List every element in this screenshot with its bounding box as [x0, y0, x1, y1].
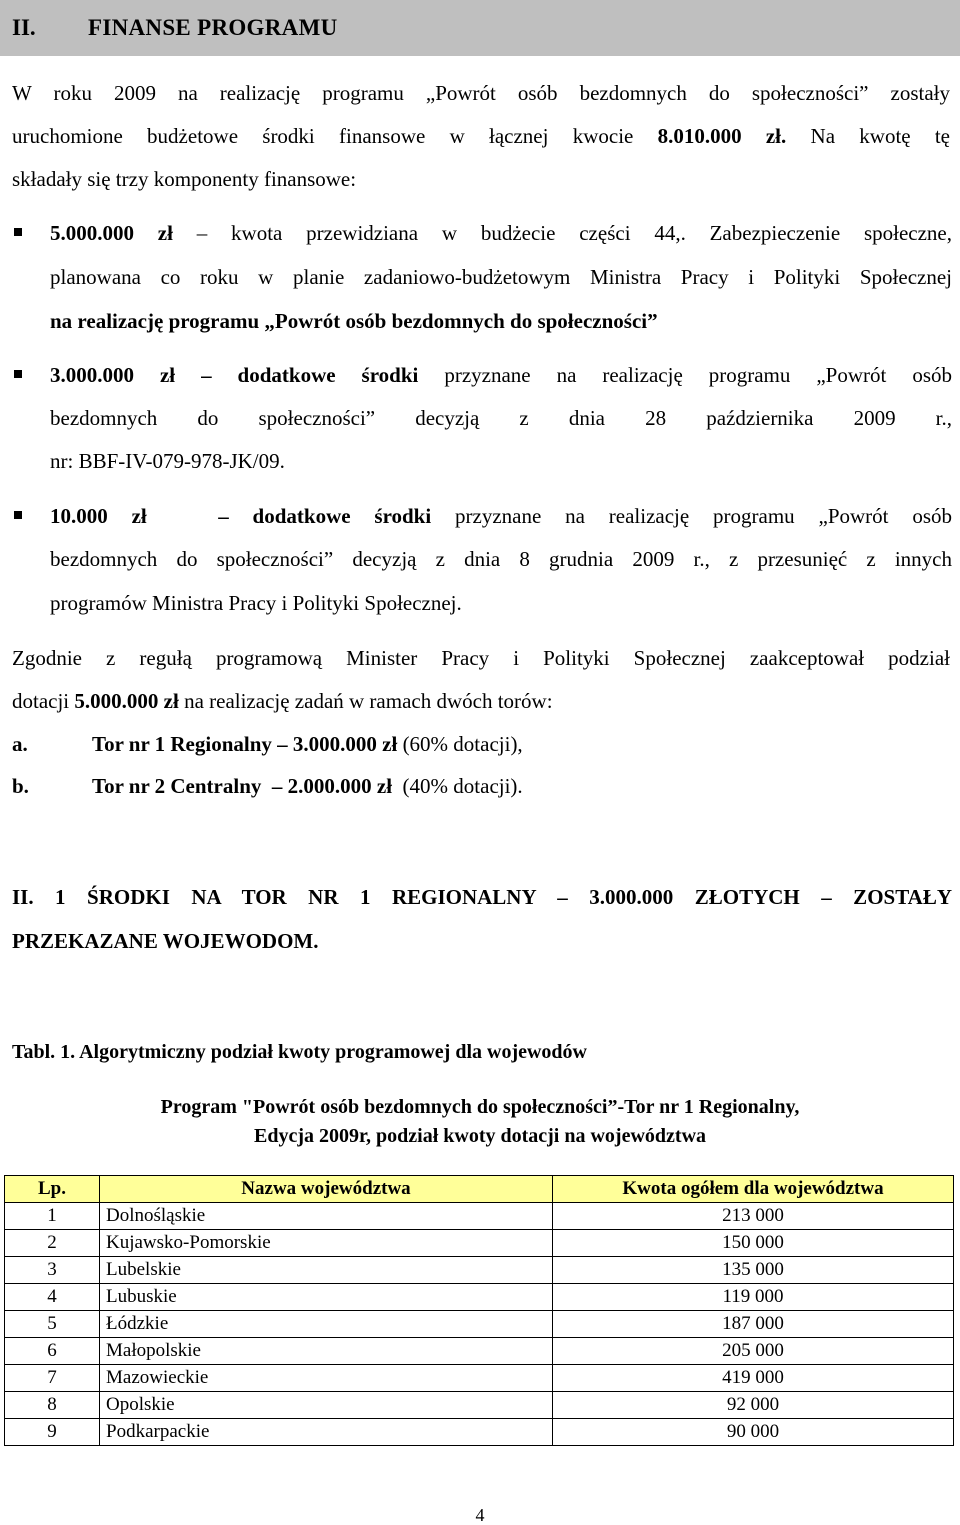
row-name-cell: Kujawsko-Pomorskie: [100, 1230, 553, 1257]
bullet-3-line-3: programów Ministra Pracy i Polityki Społecznej.: [50, 591, 462, 615]
bullet-1-line-2: [50, 264, 952, 290]
table-row: [5, 1257, 954, 1284]
subsection-heading-text: II. 1 ŚRODKI NA TOR NR 1 REGIONALNY – 3.000.000 ZŁOTYCH – ZOSTAŁY: [12, 885, 952, 909]
bullet-1-line-3: [50, 308, 658, 334]
bullet-2-line-2: [50, 405, 952, 431]
table-row: [5, 1203, 954, 1230]
table-row: [5, 1311, 954, 1338]
track-label: Tor nr 2 Centralny – 2.000.000 zł: [92, 774, 393, 798]
row-name-cell: Łódzkie: [100, 1311, 553, 1338]
bullet-text: planowana co roku w planie zadaniowo-budżetowym Ministra Pracy i Polityki Społecznej: [50, 265, 952, 289]
row-lp-cell: 6: [5, 1338, 100, 1365]
bullet-text: przyznane na realizację programu „Powrót osób: [418, 363, 952, 387]
table-title-line-2: Edycja 2009r, podział kwoty dotacji na województwa: [253, 1125, 707, 1147]
bullet-1-line-1: [50, 220, 952, 246]
row-name-cell: Lubuskie: [100, 1284, 553, 1311]
rule-text: Zgodnie z regułą programową Minister Pracy i Polityki Społecznej zaakceptował podział: [12, 646, 950, 670]
page-number: 4: [475, 1505, 485, 1525]
row-lp-cell: 4: [5, 1284, 100, 1311]
row-amount-cell: 187 000: [553, 1311, 954, 1338]
bullet-amount: 5.000.000 zł: [50, 221, 173, 245]
rule-text: na realizację zadań w ramach dwóch torów:: [178, 689, 553, 713]
row-name-cell: Podkarpackie: [100, 1419, 553, 1446]
subsection-heading-line-2: PRZEKAZANE WOJEWODOM.: [12, 929, 319, 953]
row-amount-cell: 135 000: [553, 1257, 954, 1284]
bullet-amount: 10.000 zł – dodatkowe środki: [50, 504, 432, 528]
bullet-text: bezdomnych do społeczności” decyzją z dnia 28 października 2009 r.,: [50, 406, 952, 430]
row-amount-cell: 150 000: [553, 1230, 954, 1257]
intro-text: Na kwotę tę: [786, 124, 951, 148]
track-label: Tor nr 1 Regionalny – 3.000.000 zł: [92, 732, 398, 756]
bullet-text-bold: na realizację programu „Powrót osób bezdomnych do społeczności”: [50, 309, 658, 333]
row-name-cell: Lubelskie: [100, 1257, 553, 1284]
rule-amount: 5.000.000 zł: [74, 689, 179, 713]
intro-line-2: [12, 123, 950, 149]
row-amount-cell: 205 000: [553, 1338, 954, 1365]
section-heading: [0, 0, 960, 56]
table-row: [5, 1392, 954, 1419]
subsection-heading-line-1: [12, 884, 952, 910]
row-name-cell: Dolnośląskie: [100, 1203, 553, 1230]
square-bullet-icon: [14, 228, 22, 236]
bullet-3-line-1: [50, 503, 952, 529]
table-body: [5, 1203, 954, 1446]
intro-text: uruchomione budżetowe środki finansowe w łącznej kwocie: [12, 124, 658, 148]
row-lp-cell: 2: [5, 1230, 100, 1257]
row-amount-cell: 119 000: [553, 1284, 954, 1311]
row-lp-cell: 9: [5, 1419, 100, 1446]
track-item-a: [12, 731, 523, 757]
bullet-text: – kwota przewidziana w budżecie części 44,. Zabezpieczenie społeczne,: [172, 221, 952, 245]
intro-line-3: składały się trzy komponenty finansowe:: [12, 167, 357, 191]
total-amount: 8.010.000 zł.: [657, 124, 787, 148]
row-lp-cell: 1: [5, 1203, 100, 1230]
table-header-row: [5, 1176, 954, 1203]
column-header-name: Nazwa województwa: [100, 1176, 553, 1203]
row-lp-cell: 3: [5, 1257, 100, 1284]
track-share: (60% dotacji),: [397, 732, 523, 756]
square-bullet-icon: [14, 370, 22, 378]
bullet-text: przyznane na realizację programu „Powrót osób: [431, 504, 952, 528]
table-row: [5, 1284, 954, 1311]
table-row: [5, 1419, 954, 1446]
track-item-b: [12, 773, 523, 799]
row-name-cell: Małopolskie: [100, 1338, 553, 1365]
table-title-line-1: Program "Powrót osób bezdomnych do społeczności”-Tor nr 1 Regionalny,: [160, 1096, 800, 1118]
section-title: FINANSE PROGRAMU: [88, 15, 338, 40]
intro-line-1: [12, 80, 950, 106]
bullet-2-line-3: nr: BBF-IV-079-978-JK/09.: [50, 449, 285, 473]
table-row: [5, 1365, 954, 1392]
table-row: [5, 1230, 954, 1257]
row-amount-cell: 213 000: [553, 1203, 954, 1230]
row-lp-cell: 5: [5, 1311, 100, 1338]
intro-text: W roku 2009 na realizację programu „Powrót osób bezdomnych do społeczności” zostały: [12, 81, 950, 105]
row-name-cell: Mazowieckie: [100, 1365, 553, 1392]
rule-text: dotacji: [12, 689, 75, 713]
row-lp-cell: 7: [5, 1365, 100, 1392]
column-header-lp: Lp.: [5, 1176, 100, 1203]
track-letter: a.: [12, 732, 28, 756]
column-header-amount: Kwota ogółem dla województwa: [553, 1176, 954, 1203]
table-caption: Tabl. 1. Algorytmiczny podział kwoty programowej dla wojewodów: [12, 1041, 587, 1063]
rule-line-2: [12, 688, 553, 714]
bullet-3-line-2: [50, 546, 952, 572]
row-amount-cell: 419 000: [553, 1365, 954, 1392]
bullet-2-line-1: [50, 362, 952, 388]
row-name-cell: Opolskie: [100, 1392, 553, 1419]
bullet-amount: 3.000.000 zł – dodatkowe środki: [50, 363, 419, 387]
row-amount-cell: 90 000: [553, 1419, 954, 1446]
row-amount-cell: 92 000: [553, 1392, 954, 1419]
section-number: II.: [12, 15, 36, 40]
square-bullet-icon: [14, 511, 22, 519]
bullet-text: bezdomnych do społeczności” decyzją z dnia 8 grudnia 2009 r., z przesunięć z innych: [50, 547, 952, 571]
row-lp-cell: 8: [5, 1392, 100, 1419]
track-share: (40% dotacji).: [392, 774, 523, 798]
table-row: [5, 1338, 954, 1365]
track-letter: b.: [12, 774, 29, 798]
rule-line-1: [12, 645, 950, 671]
voivodeship-allocation-table: [4, 1175, 954, 1446]
